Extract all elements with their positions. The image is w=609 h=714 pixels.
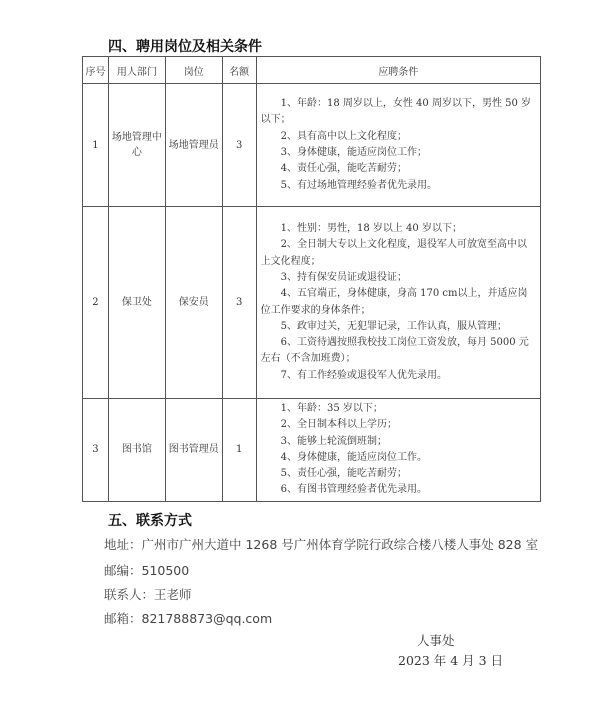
table-row [83, 399, 541, 502]
requirement-item: 2、全日制大专以上文化程度，退役军人可放宽至高中以上文化程度； [260, 239, 527, 267]
row-no: 2 [83, 207, 109, 399]
contact-email: 邮箱：821788873@qq.com [104, 611, 273, 626]
requirement-item: 5、责任心强，能吃苦耐劳； [280, 468, 407, 480]
requirement-item: 3、身体健康，能适应岗位工作； [280, 147, 427, 158]
contact-address: 地址：广州市广州大道中 1268 号广州体育学院行政综合楼八楼人事处 828 室 [104, 537, 539, 552]
row-requirements [256, 84, 540, 207]
row-dept: 图书馆 [108, 399, 165, 502]
requirement-item: 6、有图书管理经验者优先录用。 [280, 484, 427, 496]
header-count: 名额 [222, 57, 256, 84]
section5-title: 五、联系方式 [108, 513, 192, 529]
table-header-row [83, 57, 541, 84]
row-count: 3 [222, 207, 256, 399]
contact-person: 联系人：王老师 [104, 587, 192, 602]
row-post: 保安员 [165, 207, 222, 399]
requirement-item: 1、年龄：18 周岁以上，女性 40 周岁以下，男性 50 岁以下； [260, 98, 532, 126]
row-dept: 保卫处 [108, 207, 165, 399]
requirement-item: 3、持有保安员证或退役证； [280, 271, 407, 283]
row-requirements [256, 207, 540, 399]
header-post: 岗位 [165, 57, 222, 84]
requirement-item: 5、有过场地管理经验者优先录用。 [280, 179, 437, 191]
requirement-item: 4、身体健康，能适应岗位工作。 [280, 451, 427, 463]
requirement-item: 1、性别：男性，18 岁以上 40 岁以下； [280, 223, 462, 235]
table-row [83, 84, 541, 207]
row-no: 1 [83, 84, 109, 207]
requirement-item: 1、年龄：35 岁以下； [280, 403, 383, 414]
row-count: 1 [222, 399, 256, 502]
row-no: 3 [83, 399, 109, 502]
signature-office: 人事处 [417, 633, 455, 648]
row-post: 场地管理员 [165, 84, 222, 207]
requirement-item: 2、全日制本科以上学历； [280, 419, 397, 431]
row-requirements [256, 399, 540, 502]
requirement-item: 7、有工作经验或退役军人优先录用。 [280, 369, 447, 381]
requirement-item: 6、工资待遇按照我校技工岗位工资发放，每月 5000 元左右（不含加班费）； [260, 337, 529, 365]
positions-table [82, 56, 541, 502]
signature-date: 2023 年 4 月 3 日 [398, 653, 504, 668]
requirement-item: 3、能够上轮流倒班制； [280, 435, 387, 447]
requirement-item: 4、责任心强，能吃苦耐劳； [280, 163, 407, 175]
section4-title: 四、聘用岗位及相关条件 [108, 39, 262, 55]
table-row [83, 207, 541, 399]
row-dept: 场地管理中心 [108, 84, 165, 207]
contact-postcode: 邮编：510500 [104, 563, 190, 578]
requirement-item: 2、具有高中以上文化程度； [280, 130, 407, 142]
header-requirements: 应聘条件 [256, 57, 540, 84]
requirement-item: 4、五官端正，身体健康，身高 170 cm以上，并适应岗位工作要求的身体条件； [260, 288, 528, 316]
row-count: 3 [222, 84, 256, 207]
requirement-item: 5、政审过关，无犯罪记录，工作认真，服从管理； [280, 320, 507, 332]
row-post: 图书管理员 [165, 399, 222, 502]
header-no: 序号 [83, 57, 109, 84]
header-dept: 用人部门 [108, 57, 165, 84]
